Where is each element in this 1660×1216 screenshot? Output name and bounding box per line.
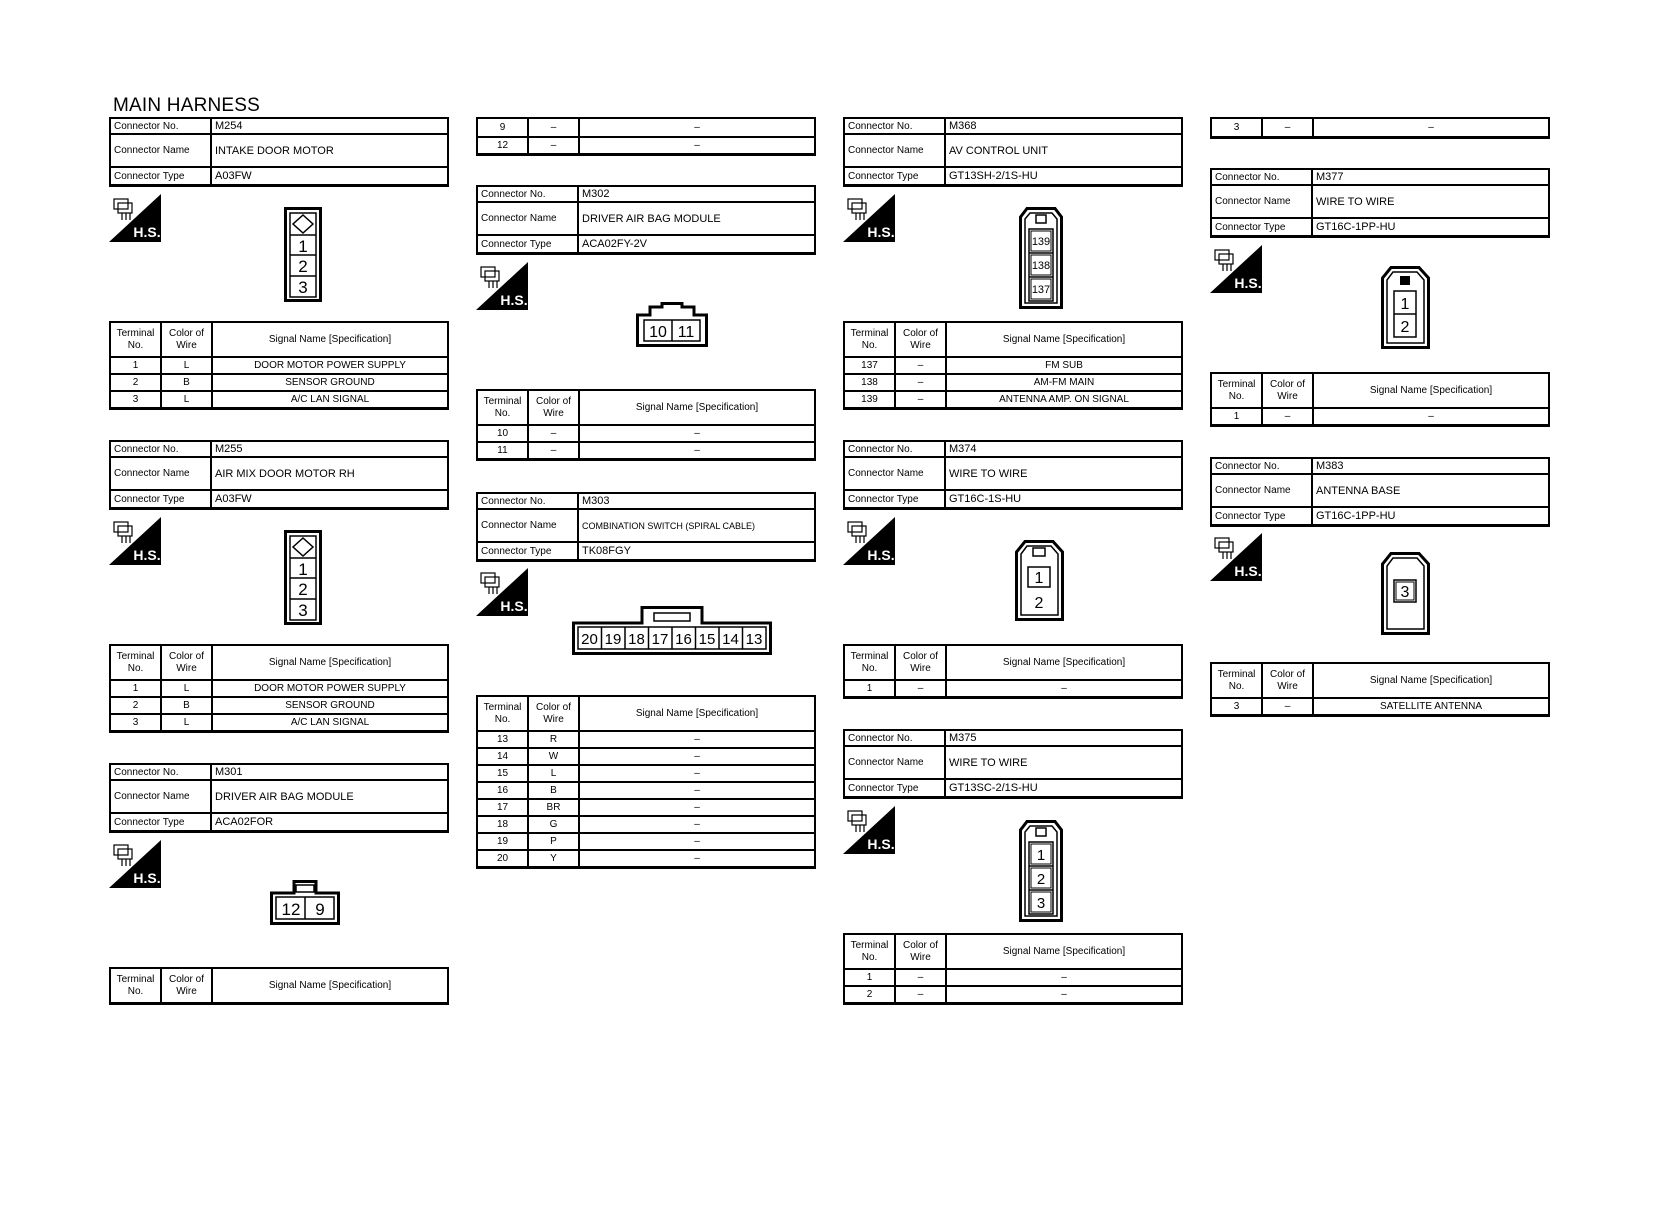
table-row: 1 – – bbox=[1212, 407, 1548, 424]
table-row: 2 – – bbox=[845, 985, 1181, 1002]
label-connector-name: Connector Name bbox=[111, 458, 212, 489]
table-row: 9 – – bbox=[478, 119, 814, 136]
terminal-table-m377: Terminal No. Color of Wire Signal Name [Specification] 1 – – bbox=[1210, 372, 1550, 427]
connector-name: AIR MIX DOOR MOTOR RH bbox=[215, 467, 355, 480]
connector-header-m255 bbox=[109, 440, 449, 510]
harness-side-icon bbox=[109, 517, 161, 565]
connector-type: GT16C-1PP-HU bbox=[1316, 510, 1396, 522]
connector-name: WIRE TO WIRE bbox=[1316, 195, 1395, 208]
table-row: 19 P – bbox=[478, 832, 814, 849]
col-terminal: Terminal No. bbox=[111, 323, 162, 356]
pin-label: 20 bbox=[581, 631, 598, 648]
pin-label: 19 bbox=[604, 631, 622, 648]
terminal-table-m254 bbox=[109, 321, 449, 410]
pin-label: 1 bbox=[1400, 296, 1410, 313]
table-row: 1 – – bbox=[845, 679, 1181, 696]
page-title: MAIN HARNESS bbox=[113, 95, 261, 116]
col-color: Color of Wire bbox=[162, 323, 213, 356]
harness-side-icon bbox=[843, 806, 895, 854]
table-row: 12 – – bbox=[478, 136, 814, 153]
table-row: 139 – ANTENNA AMP. ON SIGNAL bbox=[845, 390, 1181, 407]
pin-label: 2 bbox=[1034, 595, 1044, 612]
table-row: 20 Y – bbox=[478, 849, 814, 866]
connector-no: M255 bbox=[215, 443, 243, 455]
harness-side-icon bbox=[1210, 245, 1262, 293]
connector-no: M368 bbox=[949, 120, 977, 132]
connector-header-m375: Connector No. M375 Connector Name WIRE TO WIRE Connector Type GT13SC-2/1S-HU bbox=[843, 729, 1183, 799]
connector-type: GT13SH-2/1S-HU bbox=[949, 170, 1038, 182]
connector-face-m254 bbox=[284, 207, 324, 303]
pin-label: 1 bbox=[1034, 570, 1044, 587]
pin-label: 3 bbox=[1400, 584, 1410, 601]
label-connector-type: Connector Type bbox=[111, 491, 212, 507]
terminal-table-m368: Terminal No. Color of Wire Signal Name [Specification] 137 – FM SUB 138 – AM-FM MAIN 139 – ANTENNA AMP. ON SIGNAL bbox=[843, 321, 1183, 410]
connector-type: GT13SC-2/1S-HU bbox=[949, 782, 1038, 794]
pin-label: 11 bbox=[677, 324, 695, 341]
connector-type: ACA02FOR bbox=[215, 816, 274, 828]
harness-side-icon bbox=[109, 840, 161, 888]
pin-label: 17 bbox=[651, 631, 669, 648]
pin-label: 137 bbox=[1031, 284, 1051, 296]
table-row: 11 – – bbox=[478, 441, 814, 458]
connector-face-m255 bbox=[284, 530, 324, 626]
connector-no: M374 bbox=[949, 443, 977, 455]
connector-face-m368 bbox=[1019, 207, 1065, 311]
table-row: 138 – AM-FM MAIN bbox=[845, 373, 1181, 390]
connector-name: WIRE TO WIRE bbox=[949, 467, 1028, 480]
connector-face-m302 bbox=[636, 302, 710, 348]
pin-label: 18 bbox=[628, 631, 645, 648]
pin-label: 10 bbox=[649, 324, 667, 341]
table-row: 1 – – bbox=[845, 968, 1181, 985]
pin-label: 3 bbox=[298, 601, 308, 620]
pin-label: 1 bbox=[298, 237, 308, 256]
connector-face-m374 bbox=[1015, 540, 1065, 622]
connector-header-m303: Connector No. M303 Connector Name COMBINATION SWITCH (SPIRAL CABLE) Connector Type TK08FGY bbox=[476, 492, 816, 562]
harness-side-icon bbox=[843, 194, 895, 242]
table-row: 10 – – bbox=[478, 424, 814, 441]
connector-header-m368: Connector No. M368 Connector Name AV CONTROL UNIT Connector Type GT13SH-2/1S-HU bbox=[843, 117, 1183, 187]
pin-label: 9 bbox=[315, 900, 325, 919]
connector-no: M375 bbox=[949, 732, 977, 744]
connector-type: A03FW bbox=[215, 493, 252, 505]
terminal-table-m375: Terminal No. Color of Wire Signal Name [Specification] 1 – – 2 – – bbox=[843, 933, 1183, 1005]
connector-no: M254 bbox=[215, 120, 243, 132]
harness-side-icon bbox=[476, 568, 528, 616]
connector-face-m303 bbox=[572, 606, 774, 656]
connector-type: A03FW bbox=[215, 170, 252, 182]
table-row: 17 BR – bbox=[478, 798, 814, 815]
connector-face-m375 bbox=[1019, 820, 1065, 924]
connector-no: M303 bbox=[582, 495, 610, 507]
connector-name: COMBINATION SWITCH (SPIRAL CABLE) bbox=[582, 520, 756, 531]
connector-no: M383 bbox=[1316, 460, 1344, 472]
label-connector-no: Connector No. bbox=[111, 119, 212, 133]
pin-label: 13 bbox=[745, 631, 763, 648]
table-row: 3 L A/C LAN SIGNAL bbox=[111, 390, 447, 407]
table-row: 14 W – bbox=[478, 747, 814, 764]
pin-label: 2 bbox=[298, 580, 308, 599]
table-row: 1 L DOOR MOTOR POWER SUPPLY bbox=[111, 679, 447, 696]
pin-label: 1 bbox=[1036, 847, 1046, 864]
pin-label: 2 bbox=[1400, 319, 1410, 336]
pin-label: 2 bbox=[1036, 871, 1046, 888]
terminal-table-m374: Terminal No. Color of Wire Signal Name [Specification] 1 – – bbox=[843, 644, 1183, 699]
table-row: 1 L DOOR MOTOR POWER SUPPLY bbox=[111, 356, 447, 373]
harness-side-icon bbox=[109, 194, 161, 242]
table-row: 2 B SENSOR GROUND bbox=[111, 696, 447, 713]
connector-no: M301 bbox=[215, 766, 243, 778]
connector-header-m377: Connector No. M377 Connector Name WIRE TO WIRE Connector Type GT16C-1PP-HU bbox=[1210, 168, 1550, 238]
label-connector-type: Connector Type bbox=[111, 168, 212, 184]
connector-header-m374: Connector No. M374 Connector Name WIRE TO WIRE Connector Type GT16C-1S-HU bbox=[843, 440, 1183, 510]
terminal-table-m301: Terminal No. Color of Wire Signal Name [Specification] bbox=[109, 967, 449, 1005]
table-row: 2 B SENSOR GROUND bbox=[111, 373, 447, 390]
terminal-table-m383: Terminal No. Color of Wire Signal Name [Specification] 3 – SATELLITE ANTENNA bbox=[1210, 662, 1550, 717]
pin-label: 14 bbox=[722, 631, 739, 648]
col-signal: Signal Name [Specification] bbox=[268, 334, 392, 345]
connector-header-m302: Connector No. M302 Connector Name DRIVER AIR BAG MODULE Connector Type ACA02FY-2V bbox=[476, 185, 816, 255]
harness-side-icon bbox=[843, 517, 895, 565]
table-row: 3 L A/C LAN SIGNAL bbox=[111, 713, 447, 730]
connector-face-m377 bbox=[1381, 266, 1431, 350]
connector-no: M377 bbox=[1316, 171, 1344, 183]
connector-name: ANTENNA BASE bbox=[1316, 484, 1401, 497]
connector-no: M302 bbox=[582, 188, 610, 200]
connector-face-m383 bbox=[1381, 552, 1431, 636]
terminal-table-m301-continued bbox=[476, 117, 816, 156]
connector-name: WIRE TO WIRE bbox=[949, 756, 1028, 769]
terminal-table-m302: Terminal No. Color of Wire Signal Name [Specification] 10 – – 11 – – bbox=[476, 389, 816, 461]
table-row: 137 – FM SUB bbox=[845, 356, 1181, 373]
harness-side-icon bbox=[1210, 533, 1262, 581]
connector-header-m301: Connector No. M301 Connector Name DRIVER AIR BAG MODULE Connector Type ACA02FOR bbox=[109, 763, 449, 833]
connector-name: DRIVER AIR BAG MODULE bbox=[582, 212, 721, 225]
connector-header-m383: Connector No. M383 Connector Name ANTENNA BASE Connector Type GT16C-1PP-HU bbox=[1210, 457, 1550, 527]
pin-label: 16 bbox=[675, 631, 692, 648]
table-row: 18 G – bbox=[478, 815, 814, 832]
label-connector-no: Connector No. bbox=[111, 442, 212, 456]
pin-label: 1 bbox=[298, 560, 308, 579]
connector-type: ACA02FY-2V bbox=[582, 238, 648, 250]
pin-label: 15 bbox=[698, 631, 716, 648]
pin-label: 3 bbox=[1036, 895, 1046, 912]
terminal-table-m303: Terminal No. Color of Wire Signal Name [Specification] 13 R – 14 W – 15 L – 16 B – 17 BR – 18 G – 19 P – 20 Y – bbox=[476, 695, 816, 869]
connector-type: GT16C-1S-HU bbox=[949, 493, 1022, 505]
connector-header-m254 bbox=[109, 117, 449, 187]
connector-name: DRIVER AIR BAG MODULE bbox=[215, 790, 354, 803]
connector-type: TK08FGY bbox=[582, 545, 631, 557]
pin-label: 2 bbox=[298, 257, 308, 276]
pin-label: 139 bbox=[1031, 236, 1051, 248]
table-row: 16 B – bbox=[478, 781, 814, 798]
pin-label: 3 bbox=[298, 278, 308, 297]
label-connector-name: Connector Name bbox=[111, 135, 212, 166]
pin-label: 12 bbox=[281, 900, 301, 919]
connector-name: AV CONTROL UNIT bbox=[949, 144, 1049, 157]
terminal-table-m375-continued bbox=[1210, 117, 1550, 139]
connector-face-m301 bbox=[270, 880, 342, 926]
pin-label: 138 bbox=[1031, 260, 1051, 272]
harness-side-icon bbox=[476, 262, 528, 310]
terminal-table-m255: Terminal No. Color of Wire Signal Name [Specification] 1 L DOOR MOTOR POWER SUPPLY 2 B SENSOR GROUND 3 L A/C LAN SIGNAL bbox=[109, 644, 449, 733]
table-row: 13 R – bbox=[478, 730, 814, 747]
table-row: 3 – – bbox=[1212, 119, 1548, 136]
table-row: 15 L – bbox=[478, 764, 814, 781]
connector-type: GT16C-1PP-HU bbox=[1316, 221, 1396, 233]
table-row: 3 – SATELLITE ANTENNA bbox=[1212, 697, 1548, 714]
connector-name: INTAKE DOOR MOTOR bbox=[215, 144, 334, 157]
